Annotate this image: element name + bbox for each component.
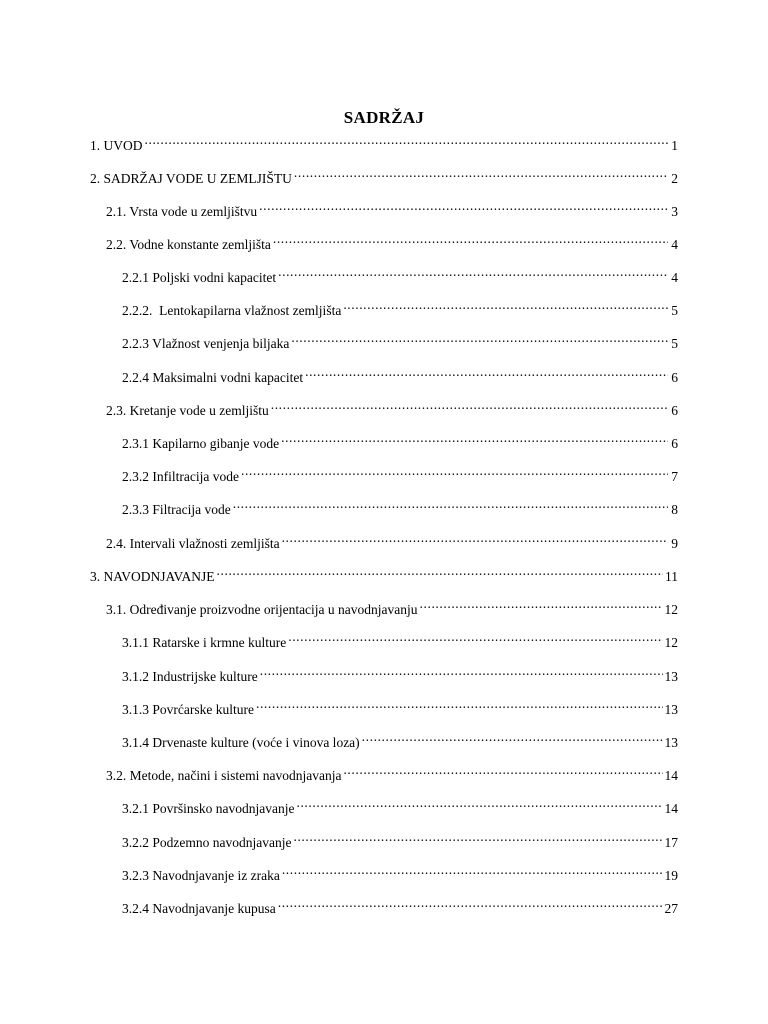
toc-entry-page: 6 [671,403,678,418]
dot-leader [278,893,663,913]
toc-entry-label: 3.1.3 Povrćarske kulture [122,702,254,717]
toc-entry-label: 2.4. Intervali vlažnosti zemljišta [106,536,280,551]
toc-entry-2-3-1[interactable] [122,428,678,451]
toc-entry-2-sadrzaj-vode[interactable] [90,163,678,186]
toc-title: SADRŽAJ [343,108,425,127]
toc-entry-3-2-4[interactable] [122,893,678,916]
toc-entry-label: 3.2.2 Podzemno navodnjavanje [122,835,292,850]
toc-entry-page: 1 [671,138,678,153]
toc-entry-2-2-2[interactable] [122,295,678,318]
toc-entry-3-2-3[interactable] [122,860,678,883]
toc-entry-3-2[interactable] [106,760,678,783]
toc-entry-2-2-1[interactable] [122,262,678,285]
toc-entry-label: 2.3.1 Kapilarno gibanje vode [122,436,280,451]
dot-leader [420,594,663,614]
toc-entry-label: 2.2.3 Vlažnost venjenja biljaka [122,336,290,351]
toc-entry-3-1-1[interactable] [122,627,678,650]
toc-entry-page: 14 [664,801,678,816]
toc-entry-page: 4 [671,237,678,252]
toc-entry-3-1-3[interactable] [122,694,678,717]
toc-entry-page: 4 [671,270,678,285]
toc-entry-2-2-3[interactable] [122,328,678,351]
toc-entry-label: 3.2.4 Navodnjavanje kupusa [122,901,276,916]
toc-entry-label: 3. NAVODNJAVANJE [90,569,215,584]
dot-leader [282,860,663,880]
toc-entry-page: 3 [671,204,678,219]
dot-leader [259,196,668,216]
toc-entry-2-3-3[interactable] [122,494,678,517]
toc-entry-3-1-4[interactable] [122,727,678,750]
dot-leader [291,328,668,348]
toc-entry-page: 13 [664,735,678,750]
toc-entry-label: 2.1. Vrsta vode u zemljištvu [106,204,258,219]
dot-leader [145,130,669,150]
toc-entry-label: 1. UVOD [90,138,143,153]
toc-entry-3-2-1[interactable] [122,793,678,816]
dot-leader [293,827,662,847]
dot-leader [343,295,668,315]
dot-leader [271,395,668,415]
dot-leader [305,362,668,382]
toc-entry-3-1[interactable] [106,594,678,617]
toc-entry-page: 5 [671,303,678,318]
toc-entry-page: 5 [671,336,678,351]
toc-entry-page: 17 [664,835,678,850]
toc-entry-page: 6 [671,370,678,385]
toc-entry-page: 12 [664,635,678,650]
dot-leader [278,262,668,282]
toc-entry-page: 2 [671,171,678,186]
toc-entry-label: 3.1.2 Industrijske kulture [122,669,258,684]
toc-entry-2-2[interactable] [106,229,678,252]
toc-entry-label: 3.1. Određivanje proizvodne orijentacija u navodnjavanju [106,602,418,617]
toc-entry-label: 2.3. Kretanje vode u zemljištu [106,403,269,418]
dot-leader [241,461,668,481]
toc-entry-page: 13 [664,702,678,717]
toc-entry-page: 27 [664,901,678,916]
toc-entry-2-3-2[interactable] [122,461,678,484]
toc-entry-3-1-2[interactable] [122,661,678,684]
toc-entry-page: 14 [664,768,678,783]
toc-entry-2-2-4[interactable] [122,362,678,385]
dot-leader [362,727,663,747]
toc-entry-2-1[interactable] [106,196,678,219]
dot-leader [288,627,662,647]
toc-entry-page: 19 [664,868,678,883]
toc-entry-page: 8 [671,502,678,517]
toc-entry-label: 3.2.3 Navodnjavanje iz zraka [122,868,280,883]
toc-entry-page: 13 [664,669,678,684]
dot-leader [294,163,668,183]
toc-entry-label: 2.3.2 Infiltracija vode [122,469,239,484]
toc-entry-label: 2.2. Vodne konstante zemljišta [106,237,271,252]
toc-entry-label: 2.3.3 Filtracija vode [122,502,231,517]
dot-leader [296,793,662,813]
toc-entry-1-uvod[interactable] [90,130,678,153]
toc-entry-page: 7 [671,469,678,484]
toc-entry-page: 12 [664,602,678,617]
dot-leader [217,561,663,581]
toc-entry-label: 2.2.4 Maksimalni vodni kapacitet [122,370,304,385]
toc-entry-2-4[interactable] [106,528,678,551]
toc-entry-label: 3.1.1 Ratarske i krmne kulture [122,635,287,650]
toc-entry-2-3[interactable] [106,395,678,418]
toc-entry-label: 3.2. Metode, načini i sistemi navodnjavanja [106,768,342,783]
dot-leader [260,661,663,681]
toc-entry-page: 11 [665,569,678,584]
dot-leader [256,694,663,714]
toc-entry-page: 9 [671,536,678,551]
toc-entry-3-navodnjavanje[interactable] [90,561,678,584]
toc-entry-label: 3.2.1 Površinsko navodnjavanje [122,801,295,816]
toc-entry-label: 3.1.4 Drvenaste kulture (voće i vinova loza) [122,735,360,750]
dot-leader [343,760,662,780]
toc-entry-label: 2.2.1 Poljski vodni kapacitet [122,270,277,285]
dot-leader [273,229,668,249]
dot-leader [282,528,668,548]
toc-entry-page: 6 [671,436,678,451]
dot-leader [233,494,668,514]
toc-entry-3-2-2[interactable] [122,827,678,850]
toc-entry-label: 2. SADRŽAJ VODE U ZEMLJIŠTU [90,171,292,186]
dot-leader [281,428,668,448]
toc-entry-label: 2.2.2. Lentokapilarna vlažnost zemljišta [122,303,342,318]
